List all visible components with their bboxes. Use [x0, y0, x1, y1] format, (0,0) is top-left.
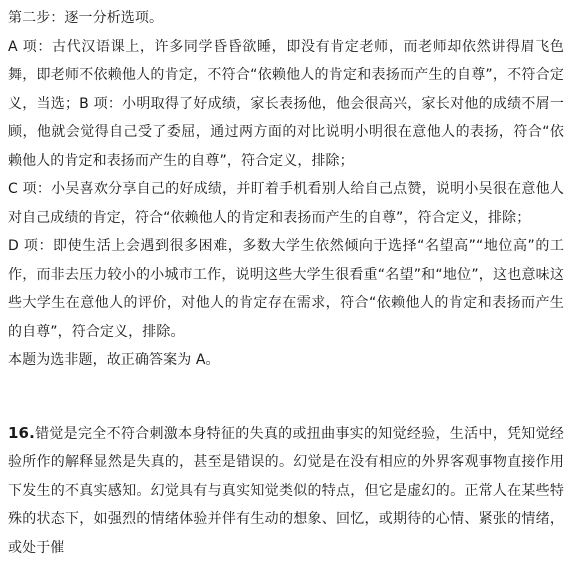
step-heading: 第二步：逐一分析选项。	[8, 10, 164, 26]
question-number: 16.	[8, 423, 35, 442]
document-body	[8, 0, 564, 562]
option-c-paragraph: C 项：小吴喜欢分享自己的好成绩，并盯着手机看别人给自己点赞，说明小吴很在意他人对自己成绩的肯定，符合“依赖他人的肯定和表扬而产生的自尊”，符合定义，排除；	[8, 181, 564, 226]
question-paragraph	[8, 419, 564, 563]
option-a-paragraph	[8, 33, 564, 176]
conclusion-text: 本题为选非题，故正确答案为 A。	[8, 352, 220, 368]
option-a-text: A 项：古代汉语课上，许多同学昏昏欲睡，即没有肯定老师，而老师却依然讲得眉飞色舞，即老师不依赖他人的肯定，不符合“依赖他人的肯定和表扬而产生的自尊”，不符合定义，当选；	[8, 38, 564, 112]
option-b-text: B 项：小明取得了好成绩，家长表扬他，他会很高兴，家长对他的成绩不屑一顾，他就会觉得自己受了委屈，通过两方面的对比说明小明很在意他人的表扬，符合“依赖他人的肯定和表扬而产生的自尊”，符合定义，排除；	[8, 95, 565, 169]
option-d-paragraph: D 项：即使生活上会遇到很多困难，多数大学生依然倾向于选择“名望高”“地位高”的工作，而非去压力较小的小城市工作，说明这些大学生很看重“名望”和“地位”，这也意味这些大学生在意他人的评价，对他人的肯定存在需求，符合“依赖他人的肯定和表扬而产生的自尊”，符合定义，排除。	[8, 238, 564, 340]
question-text: 错觉是完全不符合刺激本身特征的失真的或扭曲事实的知觉经验，生活中，凭知觉经验所作的解释显然是失真的，甚至是错误的。幻觉是在没有相应的外界客观事物直接作用下发生的不真实感知。幻觉具有与真实知觉类似的特点，但它是虚幻的。正常人在某些特殊的状态下，如强烈的情绪体验并伴有生动的想象、回忆，或期待的心情、紧张的情绪，或处于催	[8, 425, 564, 556]
section-spacer	[8, 375, 564, 419]
